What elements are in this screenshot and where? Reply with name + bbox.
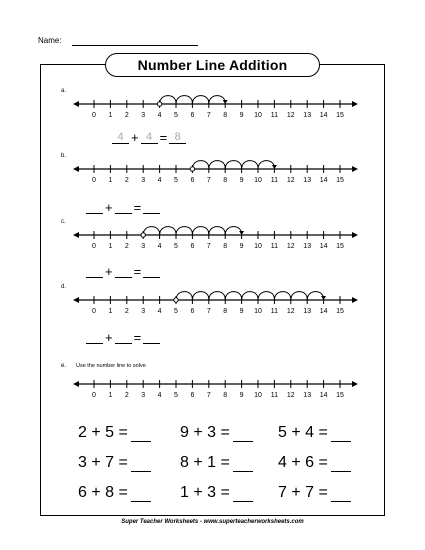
- tick-label: 14: [319, 308, 328, 315]
- tick-label: 12: [286, 177, 295, 184]
- answer-blank[interactable]: [331, 455, 351, 472]
- tick-label: 12: [286, 112, 295, 119]
- tick-label: 8: [223, 308, 228, 315]
- number-line-c: [0, 225, 425, 249]
- problem-d-label: d.: [61, 284, 67, 290]
- tick-label: 2: [124, 177, 129, 184]
- equation-grid-r3c2: [180, 484, 253, 502]
- hop-arrow-icon: [272, 165, 277, 169]
- tick-label: 0: [92, 177, 96, 184]
- right-arrow-icon: [352, 381, 358, 387]
- equation-b-addend-2[interactable]: [115, 201, 132, 214]
- tick-label: 1: [108, 112, 113, 119]
- hop-arc: [209, 227, 225, 235]
- equals-sign: =: [133, 200, 142, 215]
- tick-label: 13: [303, 112, 312, 119]
- equation-text: 8 + 1 =: [180, 454, 230, 471]
- hop-arc: [291, 292, 307, 300]
- tick-label: 10: [254, 177, 262, 184]
- equation-grid-r1c3: [278, 424, 351, 442]
- tick-label: 6: [190, 392, 195, 399]
- equation-a-answer[interactable]: 8: [169, 131, 186, 144]
- tick-label: 6: [190, 308, 195, 315]
- tick-label: 9: [239, 177, 244, 184]
- tick-label: 13: [303, 308, 312, 315]
- hop-arc: [258, 292, 274, 300]
- tick-label: 8: [223, 243, 228, 250]
- equation-text: 5 + 4 =: [278, 424, 328, 441]
- hop-arc: [209, 292, 225, 300]
- left-arrow-icon: [73, 101, 79, 107]
- equation-d-answer[interactable]: [143, 331, 160, 344]
- tick-label: 10: [254, 243, 262, 250]
- tick-label: 11: [270, 243, 279, 250]
- equals-sign: =: [133, 330, 142, 345]
- hop-arc: [242, 292, 258, 300]
- start-point: [157, 102, 161, 106]
- footer-credit: Super Teacher Worksheets - www.superteacherworksheets.com: [121, 519, 304, 525]
- equation-text: 1 + 3 =: [180, 484, 230, 501]
- equation-b: [86, 201, 160, 214]
- tick-label: 0: [92, 112, 96, 119]
- number-line-e: [0, 374, 425, 398]
- answer-blank[interactable]: [131, 455, 151, 472]
- equation-grid-r2c1: [78, 454, 151, 472]
- problem-e-label: e.: [61, 363, 67, 369]
- tick-label: 7: [206, 112, 211, 119]
- hop-arc: [192, 96, 208, 104]
- right-arrow-icon: [352, 166, 358, 172]
- equation-c-addend-1[interactable]: [86, 265, 103, 278]
- hop-arc: [176, 227, 192, 235]
- answer-blank[interactable]: [131, 425, 151, 442]
- tick-label: 11: [270, 112, 279, 119]
- start-point: [174, 298, 178, 302]
- number-line-d: [0, 290, 425, 314]
- tick-label: 9: [239, 243, 244, 250]
- tick-label: 15: [336, 308, 344, 315]
- tick-label: 3: [141, 308, 146, 315]
- tick-label: 14: [319, 112, 328, 119]
- equation-a-addend-1[interactable]: 4: [112, 131, 129, 144]
- tick-label: 5: [174, 392, 178, 399]
- tick-label: 15: [336, 177, 344, 184]
- equation-b-addend-1[interactable]: [86, 201, 103, 214]
- equation-d-addend-2[interactable]: [115, 331, 132, 344]
- equation-text: 9 + 3 =: [180, 424, 230, 441]
- equation-b-answer[interactable]: [143, 201, 160, 214]
- hop-arc: [307, 292, 323, 300]
- problem-b-label: b.: [61, 153, 67, 159]
- equation-text: 2 + 5 =: [78, 424, 128, 441]
- tick-label: 12: [286, 392, 295, 399]
- tick-label: 12: [286, 243, 295, 250]
- tick-label: 4: [157, 112, 162, 119]
- equation-text: 6 + 8 =: [78, 484, 128, 501]
- equation-grid-r3c1: [78, 484, 151, 502]
- tick-label: 1: [108, 243, 113, 250]
- plus-sign: +: [105, 264, 113, 279]
- left-arrow-icon: [73, 232, 79, 238]
- hop-arc: [192, 292, 208, 300]
- tick-label: 14: [319, 177, 328, 184]
- equation-grid-r1c1: [78, 424, 151, 442]
- equation-d-addend-1[interactable]: [86, 331, 103, 344]
- tick-label: 1: [108, 392, 113, 399]
- tick-label: 4: [157, 177, 162, 184]
- tick-label: 11: [270, 308, 279, 315]
- hop-arc: [176, 292, 192, 300]
- plus-sign: +: [105, 200, 113, 215]
- tick-label: 3: [141, 243, 146, 250]
- tick-label: 5: [174, 177, 178, 184]
- tick-label: 1: [108, 177, 113, 184]
- hop-arc: [176, 96, 192, 104]
- tick-label: 10: [254, 392, 262, 399]
- tick-label: 14: [319, 392, 328, 399]
- left-arrow-icon: [73, 166, 79, 172]
- hop-arc: [209, 161, 225, 169]
- start-point: [141, 233, 145, 237]
- hop-arc: [242, 161, 258, 169]
- start-point: [190, 167, 194, 171]
- answer-blank[interactable]: [233, 485, 253, 502]
- hop-arc: [192, 227, 208, 235]
- tick-label: 1: [108, 308, 113, 315]
- equation-text: 4 + 6 =: [278, 454, 328, 471]
- hop-arc: [225, 161, 241, 169]
- tick-label: 3: [141, 177, 146, 184]
- answer-blank[interactable]: [233, 455, 253, 472]
- plus-sign: +: [131, 130, 139, 145]
- tick-label: 5: [174, 243, 178, 250]
- equation-a: [112, 131, 186, 144]
- answer-blank[interactable]: [331, 485, 351, 502]
- equals-sign: =: [133, 264, 142, 279]
- tick-label: 5: [174, 308, 178, 315]
- hop-arrow-icon: [239, 231, 244, 235]
- right-arrow-icon: [352, 297, 358, 303]
- tick-label: 3: [141, 112, 146, 119]
- tick-label: 10: [254, 308, 262, 315]
- tick-label: 2: [124, 392, 129, 399]
- equals-sign: =: [159, 130, 168, 145]
- equation-c: [86, 265, 160, 278]
- tick-label: 4: [157, 243, 162, 250]
- tick-label: 5: [174, 112, 178, 119]
- right-arrow-icon: [352, 101, 358, 107]
- problem-a-label: a.: [61, 88, 67, 94]
- hop-arc: [225, 292, 241, 300]
- equation-c-answer[interactable]: [143, 265, 160, 278]
- tick-label: 0: [92, 308, 96, 315]
- hop-arc: [274, 292, 290, 300]
- hop-arc: [160, 96, 176, 104]
- tick-label: 8: [223, 177, 228, 184]
- answer-blank[interactable]: [131, 485, 151, 502]
- hop-arc: [225, 227, 241, 235]
- tick-label: 14: [319, 243, 328, 250]
- tick-label: 8: [223, 112, 228, 119]
- tick-label: 0: [92, 243, 96, 250]
- tick-label: 13: [303, 243, 312, 250]
- tick-label: 11: [270, 177, 279, 184]
- answer-blank[interactable]: [233, 425, 253, 442]
- hop-arrow-icon: [321, 296, 326, 300]
- tick-label: 15: [336, 392, 344, 399]
- equation-grid-r2c2: [180, 454, 253, 472]
- equation-grid-r3c3: [278, 484, 351, 502]
- tick-label: 13: [303, 177, 312, 184]
- page-title: Number Line Addition: [105, 53, 320, 77]
- equation-text: 3 + 7 =: [78, 454, 128, 471]
- equation-grid-r2c3: [278, 454, 351, 472]
- equation-c-addend-2[interactable]: [115, 265, 132, 278]
- tick-label: 15: [336, 112, 344, 119]
- tick-label: 9: [239, 112, 244, 119]
- tick-label: 2: [124, 112, 129, 119]
- tick-label: 2: [124, 243, 129, 250]
- tick-label: 0: [92, 392, 96, 399]
- tick-label: 7: [206, 308, 211, 315]
- hop-arc: [258, 161, 274, 169]
- tick-label: 2: [124, 308, 129, 315]
- left-arrow-icon: [73, 381, 79, 387]
- tick-label: 15: [336, 243, 344, 250]
- tick-label: 10: [254, 112, 262, 119]
- problem-c-label: c.: [61, 219, 66, 225]
- number-line-a: [0, 94, 425, 118]
- tick-label: 6: [190, 177, 195, 184]
- name-label: Name:: [38, 36, 62, 45]
- left-arrow-icon: [73, 297, 79, 303]
- problem-e-instruction: Use the number line to solve.: [76, 363, 148, 369]
- tick-label: 9: [239, 392, 244, 399]
- equation-text: 7 + 7 =: [278, 484, 328, 501]
- tick-label: 4: [157, 308, 162, 315]
- tick-label: 4: [157, 392, 162, 399]
- hop-arc: [209, 96, 225, 104]
- tick-label: 6: [190, 243, 195, 250]
- tick-label: 3: [141, 392, 146, 399]
- tick-label: 11: [270, 392, 279, 399]
- equation-d: [86, 331, 160, 344]
- hop-arc: [192, 161, 208, 169]
- hop-arc: [160, 227, 176, 235]
- tick-label: 7: [206, 392, 211, 399]
- answer-blank[interactable]: [331, 425, 351, 442]
- number-line-b: [0, 159, 425, 183]
- tick-label: 8: [223, 392, 228, 399]
- tick-label: 13: [303, 392, 312, 399]
- tick-label: 7: [206, 177, 211, 184]
- equation-grid-r1c2: [180, 424, 253, 442]
- tick-label: 9: [239, 308, 244, 315]
- right-arrow-icon: [352, 232, 358, 238]
- tick-label: 12: [286, 308, 295, 315]
- plus-sign: +: [105, 330, 113, 345]
- tick-label: 7: [206, 243, 211, 250]
- tick-label: 6: [190, 112, 195, 119]
- hop-arc: [143, 227, 159, 235]
- equation-a-addend-2[interactable]: 4: [141, 131, 158, 144]
- name-field[interactable]: [72, 45, 198, 46]
